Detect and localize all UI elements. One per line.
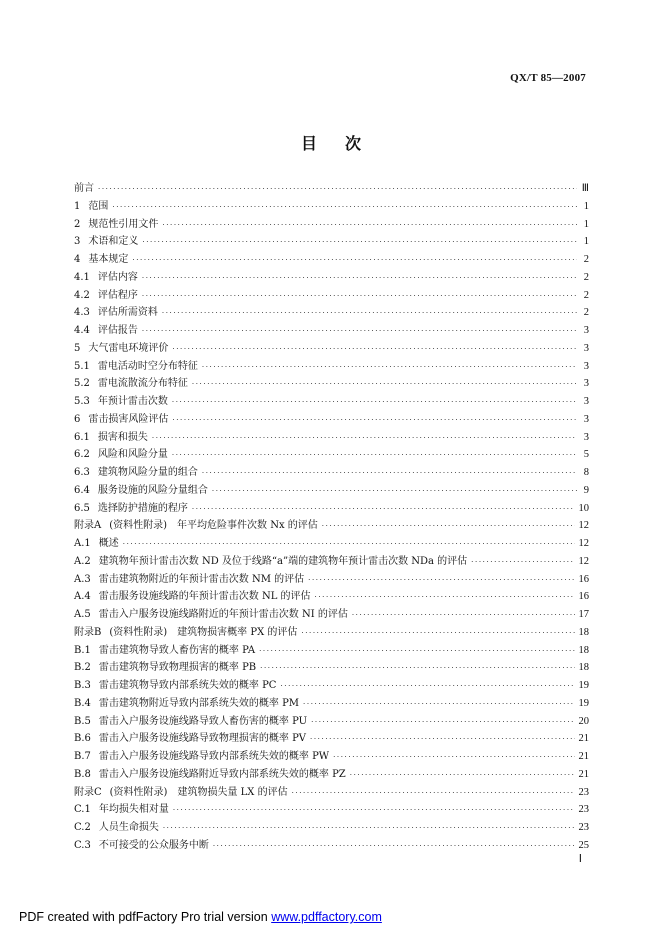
- toc-entry[interactable]: [74, 748, 589, 766]
- toc-entry-title: 雷击入户服务设施线路导致物理损害的概率 PV: [98, 733, 307, 745]
- toc-entry-title: 雷击建筑物导致人畜伤害的概率 PA: [98, 644, 256, 656]
- toc-entry[interactable]: [74, 695, 589, 713]
- toc-entry-page: 2: [583, 271, 589, 283]
- toc-entry-number: 6.1: [74, 431, 90, 443]
- toc-leader-dots: [202, 359, 577, 377]
- toc-entry-number: A.5: [74, 609, 91, 620]
- toc-entry-page: 5: [583, 449, 589, 461]
- toc-entry-page: 3: [583, 325, 589, 336]
- toc-entry-number: B.1: [74, 644, 91, 656]
- toc-entry-number: B.6: [74, 733, 91, 745]
- toc-entry-title: 评估所需资料: [97, 307, 158, 319]
- toc-entry-title: 范围: [88, 200, 109, 212]
- toc-leader-dots: [152, 430, 577, 448]
- toc-leader-dots: [352, 607, 575, 625]
- toc-entry[interactable]: [74, 588, 589, 606]
- toc-leader-dots: [311, 714, 574, 732]
- toc-entry-title: 年预计雷击次数: [97, 396, 168, 407]
- toc-entry-page: 23: [578, 804, 589, 816]
- toc-entry-title: 评估报告: [97, 325, 138, 336]
- toc-entry-title: 雷击入户服务设施线路导致人畜伤害的概率 PU: [98, 715, 308, 727]
- toc-entry-number: A.2: [74, 555, 91, 567]
- toc-entry-number: 6.5: [74, 502, 90, 514]
- toc-leader-dots: [303, 696, 574, 714]
- toc-entry-page: 23: [578, 786, 589, 798]
- toc-entry[interactable]: [74, 375, 589, 393]
- toc-entry-number: B.5: [74, 715, 91, 727]
- toc-entry[interactable]: [74, 358, 589, 376]
- toc-leader-dots: [471, 554, 574, 572]
- toc-entry[interactable]: [74, 304, 589, 322]
- toc-leader-dots: [163, 820, 575, 838]
- toc-entry[interactable]: [74, 180, 589, 198]
- toc-entry-title: 建筑物风险分量的组合: [97, 467, 198, 478]
- toc-entry-number: 附录A: [74, 520, 102, 532]
- toc-leader-dots: [192, 501, 575, 519]
- footer-link[interactable]: www.pdffactory.com: [271, 910, 382, 924]
- toc-entry-title: 术语和定义: [88, 236, 139, 248]
- toc-entry-page: 21: [578, 751, 589, 762]
- toc-entry[interactable]: [74, 766, 589, 784]
- toc-entry-title: 雷击入户服务设施线路附近导致内部系统失效的概率 PZ: [98, 768, 346, 780]
- toc-entry[interactable]: [74, 287, 589, 305]
- toc-leader-dots: [315, 589, 575, 607]
- toc-entry-title: 雷电流散流分布特征: [97, 378, 188, 390]
- toc-leader-dots: [112, 199, 577, 217]
- page-title: 目次: [300, 134, 389, 153]
- toc-entry[interactable]: [74, 251, 589, 269]
- toc-entry-number: B.7: [74, 751, 91, 762]
- toc-entry[interactable]: [74, 411, 589, 429]
- toc-leader-dots: [172, 394, 577, 412]
- toc-entry[interactable]: [74, 340, 589, 358]
- toc-entry-page: 18: [578, 626, 589, 638]
- toc-entry-page: 3: [583, 342, 589, 354]
- toc-entry-number: 4.1: [74, 271, 90, 283]
- toc-entry-page: 20: [578, 715, 589, 727]
- toc-leader-dots: [173, 802, 575, 820]
- toc-leader-dots: [132, 252, 577, 270]
- toc-entry-number: 6.3: [74, 467, 90, 478]
- toc-entry-page: 16: [578, 573, 589, 585]
- toc-entry-title: 选择防护措施的程序: [97, 502, 188, 514]
- toc-leader-dots: [98, 181, 577, 199]
- toc-entry-page: 12: [578, 555, 589, 567]
- toc-entry-page: 21: [578, 733, 589, 745]
- toc-entry-number: 3: [74, 236, 81, 248]
- toc-entry[interactable]: [74, 713, 589, 731]
- toc-entry-page: 10: [578, 502, 589, 514]
- toc-entry-title: 不可接受的公众服务中断: [98, 839, 209, 851]
- toc-leader-dots: [292, 785, 575, 803]
- toc-entry-page: 2: [583, 307, 589, 319]
- toc-leader-dots: [192, 376, 577, 394]
- toc-entry-page: 3: [583, 413, 589, 425]
- toc-entry-page: 16: [578, 591, 589, 603]
- toc-entry-title: 建筑物年预计雷击次数 ND 及位于线路“a”端的建筑物年预计雷击次数 NDa 的评估: [98, 555, 468, 567]
- toc-entry-page: 1: [583, 200, 589, 212]
- toc-entry[interactable]: [74, 553, 589, 571]
- toc-entry-number: A.1: [74, 538, 91, 549]
- toc-entry-number: A.3: [74, 573, 91, 585]
- toc-leader-dots: [142, 234, 577, 252]
- toc-entry-number: 4: [74, 254, 81, 265]
- toc-entry-number: 附录B: [74, 626, 102, 638]
- toc-entry-page: 19: [578, 697, 589, 709]
- toc-entry-number: 4.2: [74, 289, 90, 301]
- toc-entry-page: 1: [583, 218, 589, 230]
- toc-entry-title: 评估程序: [97, 289, 138, 301]
- page-number: Ⅰ: [578, 853, 582, 865]
- toc-leader-dots: [259, 643, 574, 661]
- toc-leader-dots: [212, 483, 577, 501]
- toc-entry[interactable]: [74, 624, 589, 642]
- toc-entry-number: B.4: [74, 697, 91, 709]
- toc-leader-dots: [213, 838, 575, 856]
- toc-entry-number: 5: [74, 342, 81, 354]
- toc-entry[interactable]: [74, 837, 589, 855]
- toc-entry-page: 3: [583, 360, 589, 372]
- toc-entry-number: C.3: [74, 839, 91, 851]
- pdf-footer: [19, 910, 382, 924]
- toc-entry-title: 风险和风险分量: [97, 449, 168, 461]
- toc-entry-number: 5.2: [74, 378, 90, 390]
- toc-entry[interactable]: [74, 801, 589, 819]
- toc-leader-dots: [280, 678, 574, 696]
- toc-entry-number: 1: [74, 200, 81, 212]
- toc-entry[interactable]: [74, 571, 589, 589]
- toc-entry[interactable]: [74, 429, 589, 447]
- toc-entry[interactable]: [74, 322, 589, 340]
- toc-entry-page: 8: [583, 467, 589, 478]
- toc-entry-title: 前言: [74, 183, 94, 194]
- toc-entry-number: 附录C: [74, 786, 102, 798]
- toc-entry-title: 雷击损害风险评估: [88, 413, 169, 425]
- toc-leader-dots: [350, 767, 575, 785]
- toc-entry-title: 评估内容: [97, 271, 138, 283]
- toc-entry-number: 5.3: [74, 396, 90, 407]
- toc-entry[interactable]: [74, 198, 589, 216]
- toc-entry[interactable]: [74, 216, 589, 234]
- toc-entry-title: 雷击服务设施线路的年预计雷击次数 NL 的评估: [98, 591, 311, 603]
- toc-entry-number: 4.3: [74, 307, 90, 319]
- toc-entry-title: 规范性引用文件: [88, 218, 159, 230]
- toc-entry-number: B.8: [74, 768, 91, 780]
- toc-entry[interactable]: [74, 464, 589, 482]
- toc-entry-number: 4.4: [74, 325, 90, 336]
- toc-entry-page: 3: [583, 378, 589, 390]
- toc-leader-dots: [172, 412, 577, 430]
- toc-entry-number: C.1: [74, 804, 91, 816]
- toc-entry-page: 17: [578, 609, 589, 620]
- toc-leader-dots: [322, 518, 575, 536]
- toc-entry-page: 18: [578, 644, 589, 656]
- toc-entry-title: (资料性附录) 建筑物损失量 LX 的评估: [109, 786, 288, 798]
- toc-entry-page: 9: [583, 484, 589, 496]
- toc-entry-page: 21: [578, 768, 589, 780]
- toc-leader-dots: [162, 305, 577, 323]
- toc-entry[interactable]: [74, 659, 589, 677]
- toc-entry-page: 18: [578, 662, 589, 674]
- toc-entry-title: (资料性附录) 建筑物损害概率 PX 的评估: [109, 626, 298, 638]
- toc-leader-dots: [310, 731, 574, 749]
- toc-leader-dots: [333, 749, 574, 767]
- toc-leader-dots: [142, 288, 577, 306]
- toc-leader-dots: [162, 217, 577, 235]
- toc-entry-number: B.2: [74, 662, 91, 674]
- toc-leader-dots: [123, 536, 575, 554]
- toc-leader-dots: [301, 625, 574, 643]
- toc-entry[interactable]: [74, 393, 589, 411]
- toc-entry-number: 6: [74, 413, 81, 425]
- toc-entry-title: 雷电活动时空分布特征: [97, 360, 198, 372]
- toc-entry[interactable]: [74, 606, 589, 624]
- toc-leader-dots: [172, 341, 577, 359]
- toc-leader-dots: [308, 572, 574, 590]
- toc-entry-page: 23: [578, 822, 589, 833]
- table-of-contents: [74, 180, 589, 855]
- toc-entry-number: 5.1: [74, 360, 90, 372]
- toc-entry[interactable]: [74, 269, 589, 287]
- toc-entry-page: 19: [578, 680, 589, 691]
- toc-entry-page: 2: [583, 254, 589, 265]
- toc-entry-title: 雷击入户服务设施线路附近的年预计雷击次数 NI 的评估: [98, 609, 348, 620]
- toc-entry-title: 人员生命损失: [98, 822, 159, 833]
- toc-entry[interactable]: [74, 784, 589, 802]
- toc-entry-title: 雷击建筑物导致内部系统失效的概率 PC: [98, 680, 277, 691]
- toc-entry-number: 6.2: [74, 449, 90, 461]
- toc-entry[interactable]: [74, 819, 589, 837]
- toc-entry[interactable]: [74, 677, 589, 695]
- toc-entry-number: 2: [74, 218, 81, 230]
- toc-entry-title: 基本规定: [88, 254, 129, 265]
- toc-entry-page: 12: [578, 538, 589, 549]
- toc-entry-number: C.2: [74, 822, 91, 833]
- toc-entry-number: B.3: [74, 680, 91, 691]
- toc-entry-title: 雷击建筑物导致物理损害的概率 PB: [98, 662, 257, 674]
- toc-entry[interactable]: [74, 500, 589, 518]
- toc-entry[interactable]: [74, 482, 589, 500]
- toc-entry[interactable]: [74, 642, 589, 660]
- toc-entry-title: 年均损失相对量: [98, 804, 169, 816]
- toc-entry[interactable]: [74, 730, 589, 748]
- toc-entry-title: 服务设施的风险分量组合: [97, 484, 208, 496]
- standard-code: QX/T 85—2007: [510, 72, 586, 84]
- toc-entry-page: 12: [578, 520, 589, 532]
- toc-entry-title: 概述: [98, 538, 119, 549]
- toc-entry-title: 损害和损失: [97, 431, 148, 443]
- toc-entry-title: 雷击入户服务设施线路导致内部系统失效的概率 PW: [98, 751, 330, 762]
- toc-entry-title: (资料性附录) 年平均危险事件次数 Nx 的评估: [109, 520, 318, 532]
- toc-entry-page: 3: [583, 431, 589, 443]
- toc-entry-number: 6.4: [74, 484, 90, 496]
- toc-entry[interactable]: [74, 446, 589, 464]
- toc-leader-dots: [202, 465, 577, 483]
- toc-entry-title: 雷击建筑物附近导致内部系统失效的概率 PM: [98, 697, 300, 709]
- footer-text: PDF created with pdfFactory Pro trial version: [19, 910, 272, 924]
- toc-leader-dots: [172, 447, 577, 465]
- toc-leader-dots: [260, 660, 574, 678]
- toc-entry-page: Ⅲ: [581, 183, 589, 194]
- toc-leader-dots: [142, 270, 577, 288]
- toc-entry-title: 雷击建筑物附近的年预计雷击次数 NM 的评估: [98, 573, 305, 585]
- toc-entry-page: 3: [583, 396, 589, 407]
- toc-entry-page: 1: [583, 236, 589, 248]
- toc-entry[interactable]: [74, 535, 589, 553]
- toc-entry-title: 大气雷电环境评价: [88, 342, 169, 354]
- toc-entry[interactable]: [74, 233, 589, 251]
- toc-entry-number: A.4: [74, 591, 91, 603]
- toc-entry[interactable]: [74, 517, 589, 535]
- toc-entry-page: 2: [583, 289, 589, 301]
- toc-entry-page: 25: [578, 839, 589, 851]
- toc-leader-dots: [142, 323, 577, 341]
